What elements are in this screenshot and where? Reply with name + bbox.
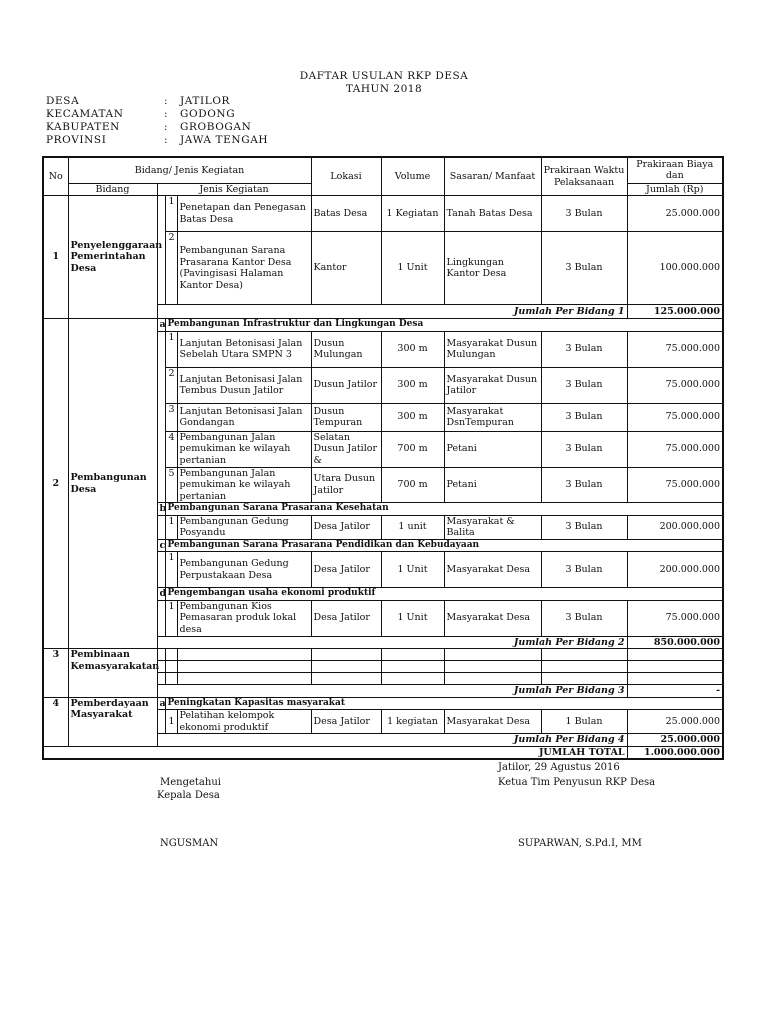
volume-cell: 1 Unit [381,600,444,636]
subtotal-label: Jumlah Per Bidang 2 [157,636,627,649]
letter-cell [157,515,165,539]
waktu-cell: 3 Bulan [541,232,627,305]
item-number: 1 [165,552,177,588]
biaya-cell [627,661,723,673]
section-letter: d [157,588,165,601]
rkp-table [42,156,724,760]
subtotal-label: Jumlah Per Bidang 3 [157,685,627,698]
volume-cell: 700 m [381,431,444,467]
item-number: 1 [165,515,177,539]
section-title: Pembangunan Sarana Prasarana Kesehatan [165,503,723,516]
table-row [43,196,723,232]
document-year: TAHUN 2018 [345,83,423,95]
col-jumlah: Jumlah (Rp) [627,183,723,196]
volume-cell: 300 m [381,403,444,431]
total-value: 1.000.000.000 [627,746,723,759]
volume-cell [381,661,444,673]
bidang-name: Pembangunan Desa [68,319,157,649]
col-bidang: Bidang [68,183,157,196]
signature-left-name: NGUSMAN [160,838,219,849]
sasaran-cell: Masyarakat Desa [444,710,541,734]
sasaran-cell: Petani [444,431,541,467]
signature-left-role-1: Mengetahui [160,777,221,788]
biaya-cell: 25.000.000 [627,710,723,734]
bidang-no: 4 [43,697,68,746]
jenis-cell: Pembangunan Gedung Posyandu [177,515,311,539]
subtotal-label: Jumlah Per Bidang 1 [157,305,627,319]
item-number: 2 [165,232,177,305]
table-row [43,649,723,661]
biaya-cell: 75.000.000 [627,467,723,503]
lokasi-cell: Desa Jatilor [311,600,381,636]
info-label: PROVINSI [46,134,107,146]
info-sep: : [164,108,169,120]
lokasi-cell: Desa Jatilor [311,710,381,734]
letter-cell [157,552,165,588]
letter-cell [157,710,165,734]
section-letter: a [157,697,165,710]
letter-cell [157,649,165,661]
lokasi-cell: Kantor [311,232,381,305]
bidang-no: 3 [43,649,68,698]
biaya-cell: 100.000.000 [627,232,723,305]
info-value: GROBOGAN [180,121,252,133]
waktu-cell: 3 Bulan [541,600,627,636]
volume-cell: 1 Unit [381,552,444,588]
item-number: 4 [165,431,177,467]
biaya-cell: 75.000.000 [627,367,723,403]
col-no: No [43,157,68,196]
subtotal-value: 850.000.000 [627,636,723,649]
number-cell [165,673,177,685]
biaya-cell: 75.000.000 [627,403,723,431]
waktu-cell: 3 Bulan [541,515,627,539]
signature-left-role-2: Kepala Desa [157,790,220,801]
waktu-cell [541,661,627,673]
bidang-name: Penyelenggaraan Pemerintahan Desa [68,196,157,319]
item-number: 3 [165,403,177,431]
sasaran-cell [444,673,541,685]
bidang-no: 1 [43,196,68,319]
item-number: 1 [165,331,177,367]
info-value: GODONG [180,108,236,120]
total-label: JUMLAH TOTAL [43,746,627,759]
sasaran-cell: Masyarakat Dusun Jatilor [444,367,541,403]
waktu-cell [541,649,627,661]
sasaran-cell: Masyarakat DsnTempuran [444,403,541,431]
jenis-cell: Pembangunan Jalan pemukiman ke wilayah pertanian [177,431,311,467]
bidang-name: Pembinaan Kemasyarakatan [68,649,157,698]
col-waktu: Prakiraan Waktu Pelaksanaan [541,157,627,196]
info-value: JATILOR [180,95,231,107]
subtotal-value: - [627,685,723,698]
waktu-cell: 3 Bulan [541,552,627,588]
biaya-cell: 25.000.000 [627,196,723,232]
signature-right-role: Ketua Tim Penyusun RKP Desa [498,777,656,788]
col-sasaran: Sasaran/ Manfaat [444,157,541,196]
item-number: 2 [165,367,177,403]
info-sep: : [164,134,169,146]
waktu-cell: 3 Bulan [541,196,627,232]
waktu-cell: 3 Bulan [541,467,627,503]
jenis-cell: Lanjutan Betonisasi Jalan Gondangan [177,403,311,431]
waktu-cell: 3 Bulan [541,431,627,467]
sasaran-cell: Masyarakat & Balita [444,515,541,539]
sasaran-cell: Masyarakat Dusun Mulungan [444,331,541,367]
lokasi-cell: Selatan Dusun Jatilor & [311,431,381,467]
col-volume: Volume [381,157,444,196]
jenis-cell: Pembangunan Sarana Prasarana Kantor Desa (Pavingisasi Halaman Kantor Desa) [177,232,311,305]
document-title: DAFTAR USULAN RKP DESA [299,70,469,82]
subtotal-value: 125.000.000 [627,305,723,319]
biaya-cell: 75.000.000 [627,600,723,636]
item-number: 5 [165,467,177,503]
col-jenis: Jenis Kegiatan [157,183,311,196]
info-label: KABUPATEN [46,121,120,133]
info-label: DESA [46,95,80,107]
sasaran-cell: Masyarakat Desa [444,600,541,636]
jenis-cell: Penetapan dan Penegasan Batas Desa [177,196,311,232]
section-title: Pengembangan usaha ekonomi produktif [165,588,723,601]
jenis-cell: Pelatihan kelompok ekonomi produktif [177,710,311,734]
lokasi-cell [311,649,381,661]
sasaran-cell: Masyarakat Desa [444,552,541,588]
lokasi-cell: Utara Dusun Jatilor [311,467,381,503]
jenis-cell: Lanjutan Betonisasi Jalan Sebelah Utara SMPN 3 [177,331,311,367]
lokasi-cell [311,673,381,685]
waktu-cell: 3 Bulan [541,403,627,431]
info-sep: : [164,95,169,107]
biaya-cell [627,649,723,661]
volume-cell: 300 m [381,367,444,403]
jenis-cell: Pembangunan Jalan pemukiman ke wilayah pertanian [177,467,311,503]
signature-place-date: Jatilor, 29 Agustus 2016 [498,762,620,773]
jenis-cell: Pembangunan Kios Pemasaran produk lokal desa [177,600,311,636]
section-title: Pembangunan Infrastruktur dan Lingkungan Desa [165,319,723,332]
waktu-cell: 3 Bulan [541,367,627,403]
volume-cell: 1 unit [381,515,444,539]
volume-cell: 300 m [381,331,444,367]
col-bidang-jenis: Bidang/ Jenis Kegiatan [68,157,311,183]
signature-right-name: SUPARWAN, S.Pd.I, MM [518,838,642,849]
bidang-no: 2 [43,319,68,649]
subtotal-value: 25.000.000 [627,734,723,747]
lokasi-cell: Dusun Jatilor [311,367,381,403]
lokasi-cell: Desa Jatilor [311,515,381,539]
volume-cell: 1 Kegiatan [381,196,444,232]
sasaran-cell: Lingkungan Kantor Desa [444,232,541,305]
section-row [43,697,723,710]
subtotal-label: Jumlah Per Bidang 4 [157,734,627,747]
lokasi-cell: Desa Jatilor [311,552,381,588]
volume-cell: 1 Unit [381,232,444,305]
info-label: KECAMATAN [46,108,124,120]
total-row [43,746,723,759]
lokasi-cell: Batas Desa [311,196,381,232]
waktu-cell: 3 Bulan [541,331,627,367]
biaya-cell [627,673,723,685]
bidang-name: Pemberdayaan Masyarakat [68,697,157,746]
biaya-cell: 200.000.000 [627,552,723,588]
section-row [43,319,723,332]
volume-cell: 700 m [381,467,444,503]
jenis-cell [177,673,311,685]
number-cell [165,661,177,673]
number-cell [165,649,177,661]
biaya-cell: 75.000.000 [627,331,723,367]
lokasi-cell [311,661,381,673]
sasaran-cell [444,661,541,673]
jenis-cell: Pembangunan Gedung Perpustakaan Desa [177,552,311,588]
info-sep: : [164,121,169,133]
section-title: Peningkatan Kapasitas masyarakat [165,697,723,710]
item-number: 1 [165,710,177,734]
letter-cell [157,673,165,685]
item-number: 1 [165,600,177,636]
letter-cell [157,600,165,636]
volume-cell: 1 kegiatan [381,710,444,734]
biaya-cell: 200.000.000 [627,515,723,539]
header-row [43,157,723,183]
volume-cell [381,673,444,685]
section-letter: a [157,319,165,332]
section-title: Pembangunan Sarana Prasarana Pendidikan dan Kebudayaan [165,539,723,552]
letter-cell [157,331,165,503]
jenis-cell [177,649,311,661]
col-lokasi: Lokasi [311,157,381,196]
sasaran-cell: Tanah Batas Desa [444,196,541,232]
col-biaya: Prakiraan Biaya dan [627,157,723,183]
volume-cell [381,649,444,661]
lokasi-cell: Dusun Tempuran [311,403,381,431]
section-letter: c [157,539,165,552]
info-value: JAWA TENGAH [180,134,269,146]
jenis-cell: Lanjutan Betonisasi Jalan Tembus Dusun Jatilor [177,367,311,403]
waktu-cell: 1 Bulan [541,710,627,734]
section-letter: b [157,503,165,516]
lokasi-cell: Dusun Mulungan [311,331,381,367]
item-number: 1 [165,196,177,232]
sasaran-cell: Petani [444,467,541,503]
sasaran-cell [444,649,541,661]
biaya-cell: 75.000.000 [627,431,723,467]
waktu-cell [541,673,627,685]
jenis-cell [177,661,311,673]
